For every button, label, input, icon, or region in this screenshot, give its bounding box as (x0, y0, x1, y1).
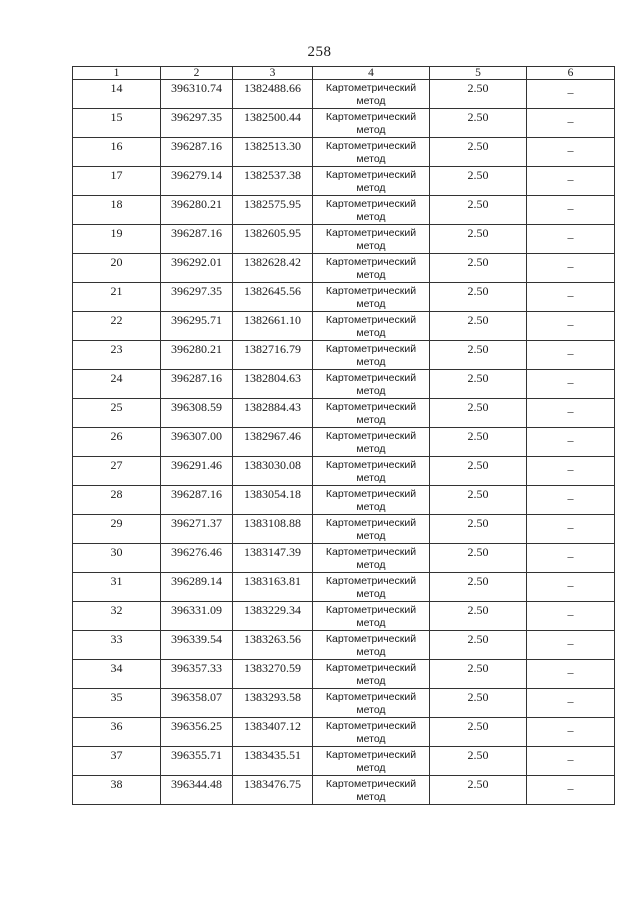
table-row (73, 428, 615, 457)
accuracy-cell: 2.50 (430, 457, 527, 486)
page-number: 258 (307, 44, 332, 60)
note-cell: – (527, 776, 615, 805)
accuracy-cell: 2.50 (430, 225, 527, 254)
table-row (73, 747, 615, 776)
accuracy-cell: 2.50 (430, 515, 527, 544)
table-row (73, 718, 615, 747)
point-number-cell: 24 (73, 370, 161, 399)
x-coordinate-cell: 396331.09 (161, 602, 233, 631)
method-cell: Картометрический метод (313, 109, 430, 138)
table-row (73, 341, 615, 370)
column-header: 3 (233, 67, 313, 80)
x-coordinate-cell: 396276.46 (161, 544, 233, 573)
accuracy-cell: 2.50 (430, 602, 527, 631)
note-cell: – (527, 515, 615, 544)
method-cell: Картометрический метод (313, 689, 430, 718)
method-cell: Картометрический метод (313, 747, 430, 776)
x-coordinate-cell: 396307.00 (161, 428, 233, 457)
note-cell: – (527, 747, 615, 776)
point-number-cell: 25 (73, 399, 161, 428)
point-number-cell: 14 (73, 80, 161, 109)
note-cell: – (527, 399, 615, 428)
y-coordinate-cell: 1382488.66 (233, 80, 313, 109)
table-row (73, 225, 615, 254)
y-coordinate-cell: 1382537.38 (233, 167, 313, 196)
accuracy-cell: 2.50 (430, 776, 527, 805)
x-coordinate-cell: 396280.21 (161, 196, 233, 225)
note-cell: – (527, 457, 615, 486)
note-cell: – (527, 602, 615, 631)
table-row (73, 660, 615, 689)
y-coordinate-cell: 1383163.81 (233, 573, 313, 602)
note-cell: – (527, 341, 615, 370)
point-number-cell: 16 (73, 138, 161, 167)
accuracy-cell: 2.50 (430, 660, 527, 689)
accuracy-cell: 2.50 (430, 573, 527, 602)
table-row (73, 138, 615, 167)
method-cell: Картометрический метод (313, 457, 430, 486)
accuracy-cell: 2.50 (430, 196, 527, 225)
table-row (73, 370, 615, 399)
point-number-cell: 18 (73, 196, 161, 225)
table-row (73, 573, 615, 602)
point-number-cell: 15 (73, 109, 161, 138)
note-cell: – (527, 660, 615, 689)
y-coordinate-cell: 1382967.46 (233, 428, 313, 457)
column-header: 2 (161, 67, 233, 80)
accuracy-cell: 2.50 (430, 486, 527, 515)
note-cell: – (527, 254, 615, 283)
x-coordinate-cell: 396291.46 (161, 457, 233, 486)
accuracy-cell: 2.50 (430, 167, 527, 196)
accuracy-cell: 2.50 (430, 428, 527, 457)
x-coordinate-cell: 396287.16 (161, 370, 233, 399)
note-cell: – (527, 80, 615, 109)
note-cell: – (527, 138, 615, 167)
y-coordinate-cell: 1383263.56 (233, 631, 313, 660)
note-cell: – (527, 486, 615, 515)
accuracy-cell: 2.50 (430, 631, 527, 660)
point-number-cell: 21 (73, 283, 161, 312)
y-coordinate-cell: 1383054.18 (233, 486, 313, 515)
y-coordinate-cell: 1383270.59 (233, 660, 313, 689)
method-cell: Картометрический метод (313, 283, 430, 312)
point-number-cell: 31 (73, 573, 161, 602)
accuracy-cell: 2.50 (430, 370, 527, 399)
table-row (73, 602, 615, 631)
y-coordinate-cell: 1383435.51 (233, 747, 313, 776)
x-coordinate-cell: 396287.16 (161, 486, 233, 515)
point-number-cell: 17 (73, 167, 161, 196)
accuracy-cell: 2.50 (430, 689, 527, 718)
accuracy-cell: 2.50 (430, 138, 527, 167)
table-row (73, 776, 615, 805)
y-coordinate-cell: 1382628.42 (233, 254, 313, 283)
method-cell: Картометрический метод (313, 312, 430, 341)
x-coordinate-cell: 396355.71 (161, 747, 233, 776)
x-coordinate-cell: 396357.33 (161, 660, 233, 689)
y-coordinate-cell: 1382661.10 (233, 312, 313, 341)
x-coordinate-cell: 396339.54 (161, 631, 233, 660)
method-cell: Картометрический метод (313, 776, 430, 805)
y-coordinate-cell: 1382716.79 (233, 341, 313, 370)
table-row (73, 80, 615, 109)
method-cell: Картометрический метод (313, 573, 430, 602)
x-coordinate-cell: 396289.14 (161, 573, 233, 602)
point-number-cell: 20 (73, 254, 161, 283)
y-coordinate-cell: 1382645.56 (233, 283, 313, 312)
method-cell: Картометрический метод (313, 515, 430, 544)
x-coordinate-cell: 396279.14 (161, 167, 233, 196)
x-coordinate-cell: 396292.01 (161, 254, 233, 283)
table-row (73, 254, 615, 283)
table-row (73, 196, 615, 225)
method-cell: Картометрический метод (313, 341, 430, 370)
note-cell: – (527, 167, 615, 196)
point-number-cell: 19 (73, 225, 161, 254)
note-cell: – (527, 631, 615, 660)
method-cell: Картометрический метод (313, 544, 430, 573)
table-row (73, 457, 615, 486)
point-number-cell: 35 (73, 689, 161, 718)
column-header: 4 (313, 67, 430, 80)
x-coordinate-cell: 396310.74 (161, 80, 233, 109)
x-coordinate-cell: 396358.07 (161, 689, 233, 718)
accuracy-cell: 2.50 (430, 312, 527, 341)
note-cell: – (527, 312, 615, 341)
x-coordinate-cell: 396295.71 (161, 312, 233, 341)
note-cell: – (527, 370, 615, 399)
accuracy-cell: 2.50 (430, 341, 527, 370)
x-coordinate-cell: 396280.21 (161, 341, 233, 370)
method-cell: Картометрический метод (313, 167, 430, 196)
method-cell: Картометрический метод (313, 399, 430, 428)
note-cell: – (527, 544, 615, 573)
note-cell: – (527, 689, 615, 718)
x-coordinate-cell: 396287.16 (161, 138, 233, 167)
y-coordinate-cell: 1382513.30 (233, 138, 313, 167)
note-cell: – (527, 718, 615, 747)
accuracy-cell: 2.50 (430, 747, 527, 776)
y-coordinate-cell: 1382804.63 (233, 370, 313, 399)
column-header: 1 (73, 67, 161, 80)
method-cell: Картометрический метод (313, 370, 430, 399)
table-body (73, 80, 615, 805)
table-row (73, 515, 615, 544)
note-cell: – (527, 573, 615, 602)
point-number-cell: 28 (73, 486, 161, 515)
point-number-cell: 27 (73, 457, 161, 486)
table-row (73, 544, 615, 573)
x-coordinate-cell: 396297.35 (161, 109, 233, 138)
note-cell: – (527, 196, 615, 225)
y-coordinate-cell: 1383108.88 (233, 515, 313, 544)
method-cell: Картометрический метод (313, 602, 430, 631)
note-cell: – (527, 225, 615, 254)
note-cell: – (527, 283, 615, 312)
method-cell: Картометрический метод (313, 428, 430, 457)
coordinates-table (72, 66, 615, 805)
column-header: 5 (430, 67, 527, 80)
method-cell: Картометрический метод (313, 660, 430, 689)
table-row (73, 689, 615, 718)
table-row (73, 109, 615, 138)
method-cell: Картометрический метод (313, 631, 430, 660)
column-header: 6 (527, 67, 615, 80)
table-header-row (73, 67, 615, 80)
table-row (73, 631, 615, 660)
y-coordinate-cell: 1383293.58 (233, 689, 313, 718)
note-cell: – (527, 428, 615, 457)
method-cell: Картометрический метод (313, 196, 430, 225)
y-coordinate-cell: 1383030.08 (233, 457, 313, 486)
table-row (73, 399, 615, 428)
y-coordinate-cell: 1382605.95 (233, 225, 313, 254)
x-coordinate-cell: 396297.35 (161, 283, 233, 312)
point-number-cell: 26 (73, 428, 161, 457)
point-number-cell: 34 (73, 660, 161, 689)
accuracy-cell: 2.50 (430, 109, 527, 138)
table-row (73, 283, 615, 312)
accuracy-cell: 2.50 (430, 544, 527, 573)
table-row (73, 167, 615, 196)
method-cell: Картометрический метод (313, 225, 430, 254)
y-coordinate-cell: 1383476.75 (233, 776, 313, 805)
y-coordinate-cell: 1383407.12 (233, 718, 313, 747)
point-number-cell: 36 (73, 718, 161, 747)
point-number-cell: 22 (73, 312, 161, 341)
accuracy-cell: 2.50 (430, 254, 527, 283)
point-number-cell: 38 (73, 776, 161, 805)
accuracy-cell: 2.50 (430, 283, 527, 312)
table-row (73, 486, 615, 515)
x-coordinate-cell: 396308.59 (161, 399, 233, 428)
x-coordinate-cell: 396271.37 (161, 515, 233, 544)
y-coordinate-cell: 1382575.95 (233, 196, 313, 225)
x-coordinate-cell: 396356.25 (161, 718, 233, 747)
point-number-cell: 32 (73, 602, 161, 631)
point-number-cell: 30 (73, 544, 161, 573)
method-cell: Картометрический метод (313, 254, 430, 283)
method-cell: Картометрический метод (313, 138, 430, 167)
method-cell: Картометрический метод (313, 718, 430, 747)
accuracy-cell: 2.50 (430, 399, 527, 428)
point-number-cell: 37 (73, 747, 161, 776)
y-coordinate-cell: 1382884.43 (233, 399, 313, 428)
accuracy-cell: 2.50 (430, 80, 527, 109)
y-coordinate-cell: 1383147.39 (233, 544, 313, 573)
method-cell: Картометрический метод (313, 486, 430, 515)
table-row (73, 312, 615, 341)
x-coordinate-cell: 396287.16 (161, 225, 233, 254)
x-coordinate-cell: 396344.48 (161, 776, 233, 805)
accuracy-cell: 2.50 (430, 718, 527, 747)
y-coordinate-cell: 1383229.34 (233, 602, 313, 631)
method-cell: Картометрический метод (313, 80, 430, 109)
point-number-cell: 23 (73, 341, 161, 370)
point-number-cell: 33 (73, 631, 161, 660)
note-cell: – (527, 109, 615, 138)
y-coordinate-cell: 1382500.44 (233, 109, 313, 138)
point-number-cell: 29 (73, 515, 161, 544)
